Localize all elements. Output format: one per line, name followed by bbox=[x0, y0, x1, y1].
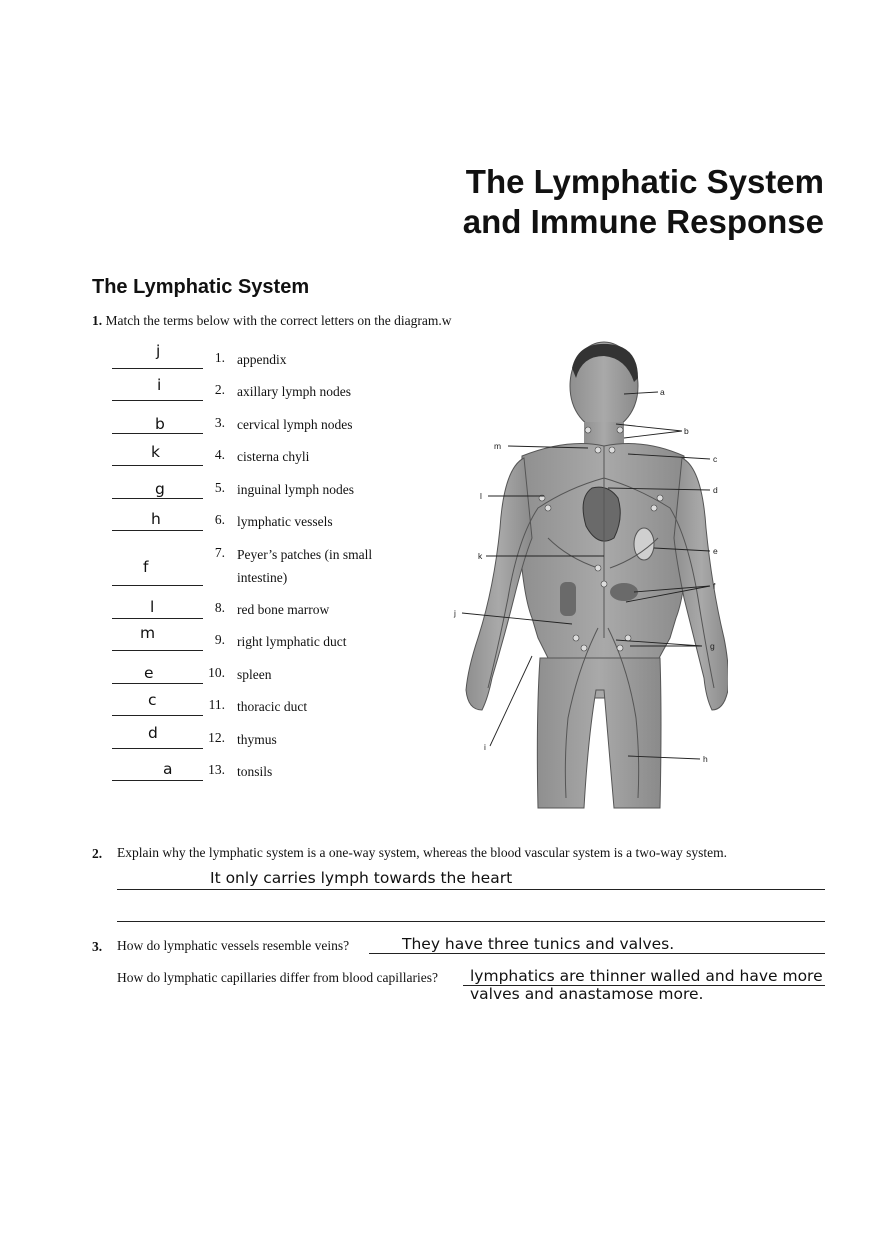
item-number: 11. bbox=[208, 697, 225, 712]
diagram-label-b: b bbox=[684, 426, 689, 436]
item-number: 3. bbox=[214, 415, 225, 430]
list-item bbox=[0, 476, 460, 506]
answer-line bbox=[117, 921, 825, 922]
answer-blank bbox=[112, 715, 203, 716]
list-item bbox=[0, 378, 460, 408]
diagram-label-c: c bbox=[713, 454, 718, 464]
item-number: 5. bbox=[214, 480, 225, 495]
item-number: 8. bbox=[214, 600, 225, 615]
answer-field[interactable]: i bbox=[157, 376, 162, 394]
title-line-2: and Immune Response bbox=[462, 203, 824, 240]
question-1-prompt bbox=[92, 313, 452, 329]
item-number: 2. bbox=[214, 382, 225, 397]
answer-blank bbox=[112, 368, 203, 369]
item-term: thoracic duct bbox=[237, 699, 308, 714]
question-3-answer-b[interactable]: lymphatics are thinner walled and have more bbox=[470, 967, 823, 985]
diagram-label-m: m bbox=[494, 441, 502, 451]
list-item bbox=[0, 342, 460, 376]
answer-blank bbox=[112, 683, 203, 684]
answer-field[interactable]: m bbox=[140, 624, 156, 642]
list-item bbox=[0, 758, 460, 788]
answer-field[interactable]: j bbox=[156, 342, 161, 360]
list-item bbox=[0, 624, 460, 658]
question-3-text-a: How do lymphatic vessels resemble veins? bbox=[117, 938, 350, 953]
question-3-text-b: How do lymphatic capillaries differ from blood capillaries? bbox=[117, 970, 439, 985]
answer-blank bbox=[112, 618, 203, 619]
item-term: appendix bbox=[237, 352, 287, 367]
diagram-label-f: f bbox=[713, 581, 716, 591]
question-3-number: 3. bbox=[92, 939, 103, 954]
diagram-label-h: h bbox=[703, 754, 708, 764]
list-item bbox=[0, 596, 460, 626]
question-1-number: 1. bbox=[92, 313, 103, 328]
answer-field[interactable]: e bbox=[144, 664, 154, 682]
answer-blank bbox=[112, 498, 203, 499]
answer-field[interactable]: c bbox=[148, 691, 157, 709]
item-term: axillary lymph nodes bbox=[237, 384, 351, 399]
question-3-answer-b-continued[interactable]: valves and anastamose more. bbox=[470, 985, 704, 1003]
question-1-text: Match the terms below with the correct letters on the diagram.w bbox=[105, 313, 452, 328]
item-number: 10. bbox=[208, 665, 225, 680]
answer-line bbox=[117, 889, 825, 890]
item-term: inguinal lymph nodes bbox=[237, 482, 354, 497]
answer-field[interactable]: h bbox=[151, 510, 161, 528]
answer-blank bbox=[112, 433, 203, 434]
answer-field[interactable]: b bbox=[155, 415, 165, 433]
answer-blank bbox=[112, 465, 203, 466]
diagram-label-e: e bbox=[713, 546, 718, 556]
item-term: lymphatic vessels bbox=[237, 514, 333, 529]
item-number: 6. bbox=[214, 512, 225, 527]
diagram-label-a: a bbox=[660, 387, 665, 397]
answer-field[interactable]: d bbox=[148, 724, 158, 742]
list-item bbox=[0, 661, 460, 691]
body-figure bbox=[466, 342, 728, 808]
answer-line bbox=[369, 953, 825, 954]
answer-blank bbox=[112, 400, 203, 401]
item-term: Peyer’s patches (in small bbox=[237, 547, 373, 562]
answer-blank bbox=[112, 748, 203, 749]
question-2-number: 2. bbox=[92, 846, 103, 861]
item-number: 1. bbox=[214, 350, 225, 365]
answer-field[interactable]: g bbox=[155, 480, 165, 498]
item-term: spleen bbox=[237, 667, 272, 682]
answer-blank bbox=[112, 650, 203, 651]
item-number: 12. bbox=[208, 730, 225, 745]
list-item bbox=[0, 541, 460, 589]
document-title bbox=[463, 162, 824, 242]
question-3-answer-a[interactable]: They have three tunics and valves. bbox=[402, 935, 675, 953]
lymphatic-system-diagram bbox=[448, 338, 728, 810]
list-item bbox=[0, 508, 460, 538]
item-number: 9. bbox=[214, 632, 225, 647]
answer-blank bbox=[112, 585, 203, 586]
answer-blank bbox=[112, 780, 203, 781]
item-term: cervical lymph nodes bbox=[237, 417, 353, 432]
answer-field[interactable]: l bbox=[150, 598, 155, 616]
diagram-label-l: l bbox=[480, 491, 482, 501]
diagram-label-g: g bbox=[710, 641, 715, 651]
item-term: red bone marrow bbox=[237, 602, 330, 617]
item-term: cisterna chyli bbox=[237, 449, 310, 464]
section-title: The Lymphatic System bbox=[92, 276, 310, 298]
question-2-answer[interactable]: It only carries lymph towards the heart bbox=[210, 869, 513, 887]
item-number: 13. bbox=[208, 762, 225, 777]
answer-field[interactable]: k bbox=[151, 443, 160, 461]
title-line-1: The Lymphatic System bbox=[465, 163, 824, 200]
item-term: tonsils bbox=[237, 764, 273, 779]
answer-field[interactable]: a bbox=[163, 760, 173, 778]
list-item bbox=[0, 726, 460, 756]
list-item bbox=[0, 443, 460, 473]
diagram-label-k: k bbox=[478, 551, 483, 561]
diagram-label-j: j bbox=[454, 608, 456, 618]
answer-blank bbox=[112, 530, 203, 531]
item-number: 7. bbox=[214, 545, 225, 560]
diagram-label-i: i bbox=[484, 742, 486, 752]
list-item bbox=[0, 411, 460, 441]
item-term: right lymphatic duct bbox=[237, 634, 347, 649]
question-2-text: Explain why the lymphatic system is a one-way system, whereas the blood vascular system is a two-way system. bbox=[117, 845, 727, 860]
item-term: thymus bbox=[237, 732, 277, 747]
list-item bbox=[0, 693, 460, 723]
answer-field[interactable]: f bbox=[143, 558, 149, 576]
item-term-continued: intestine) bbox=[237, 570, 288, 585]
diagram-label-d: d bbox=[713, 485, 718, 495]
item-number: 4. bbox=[214, 447, 225, 462]
